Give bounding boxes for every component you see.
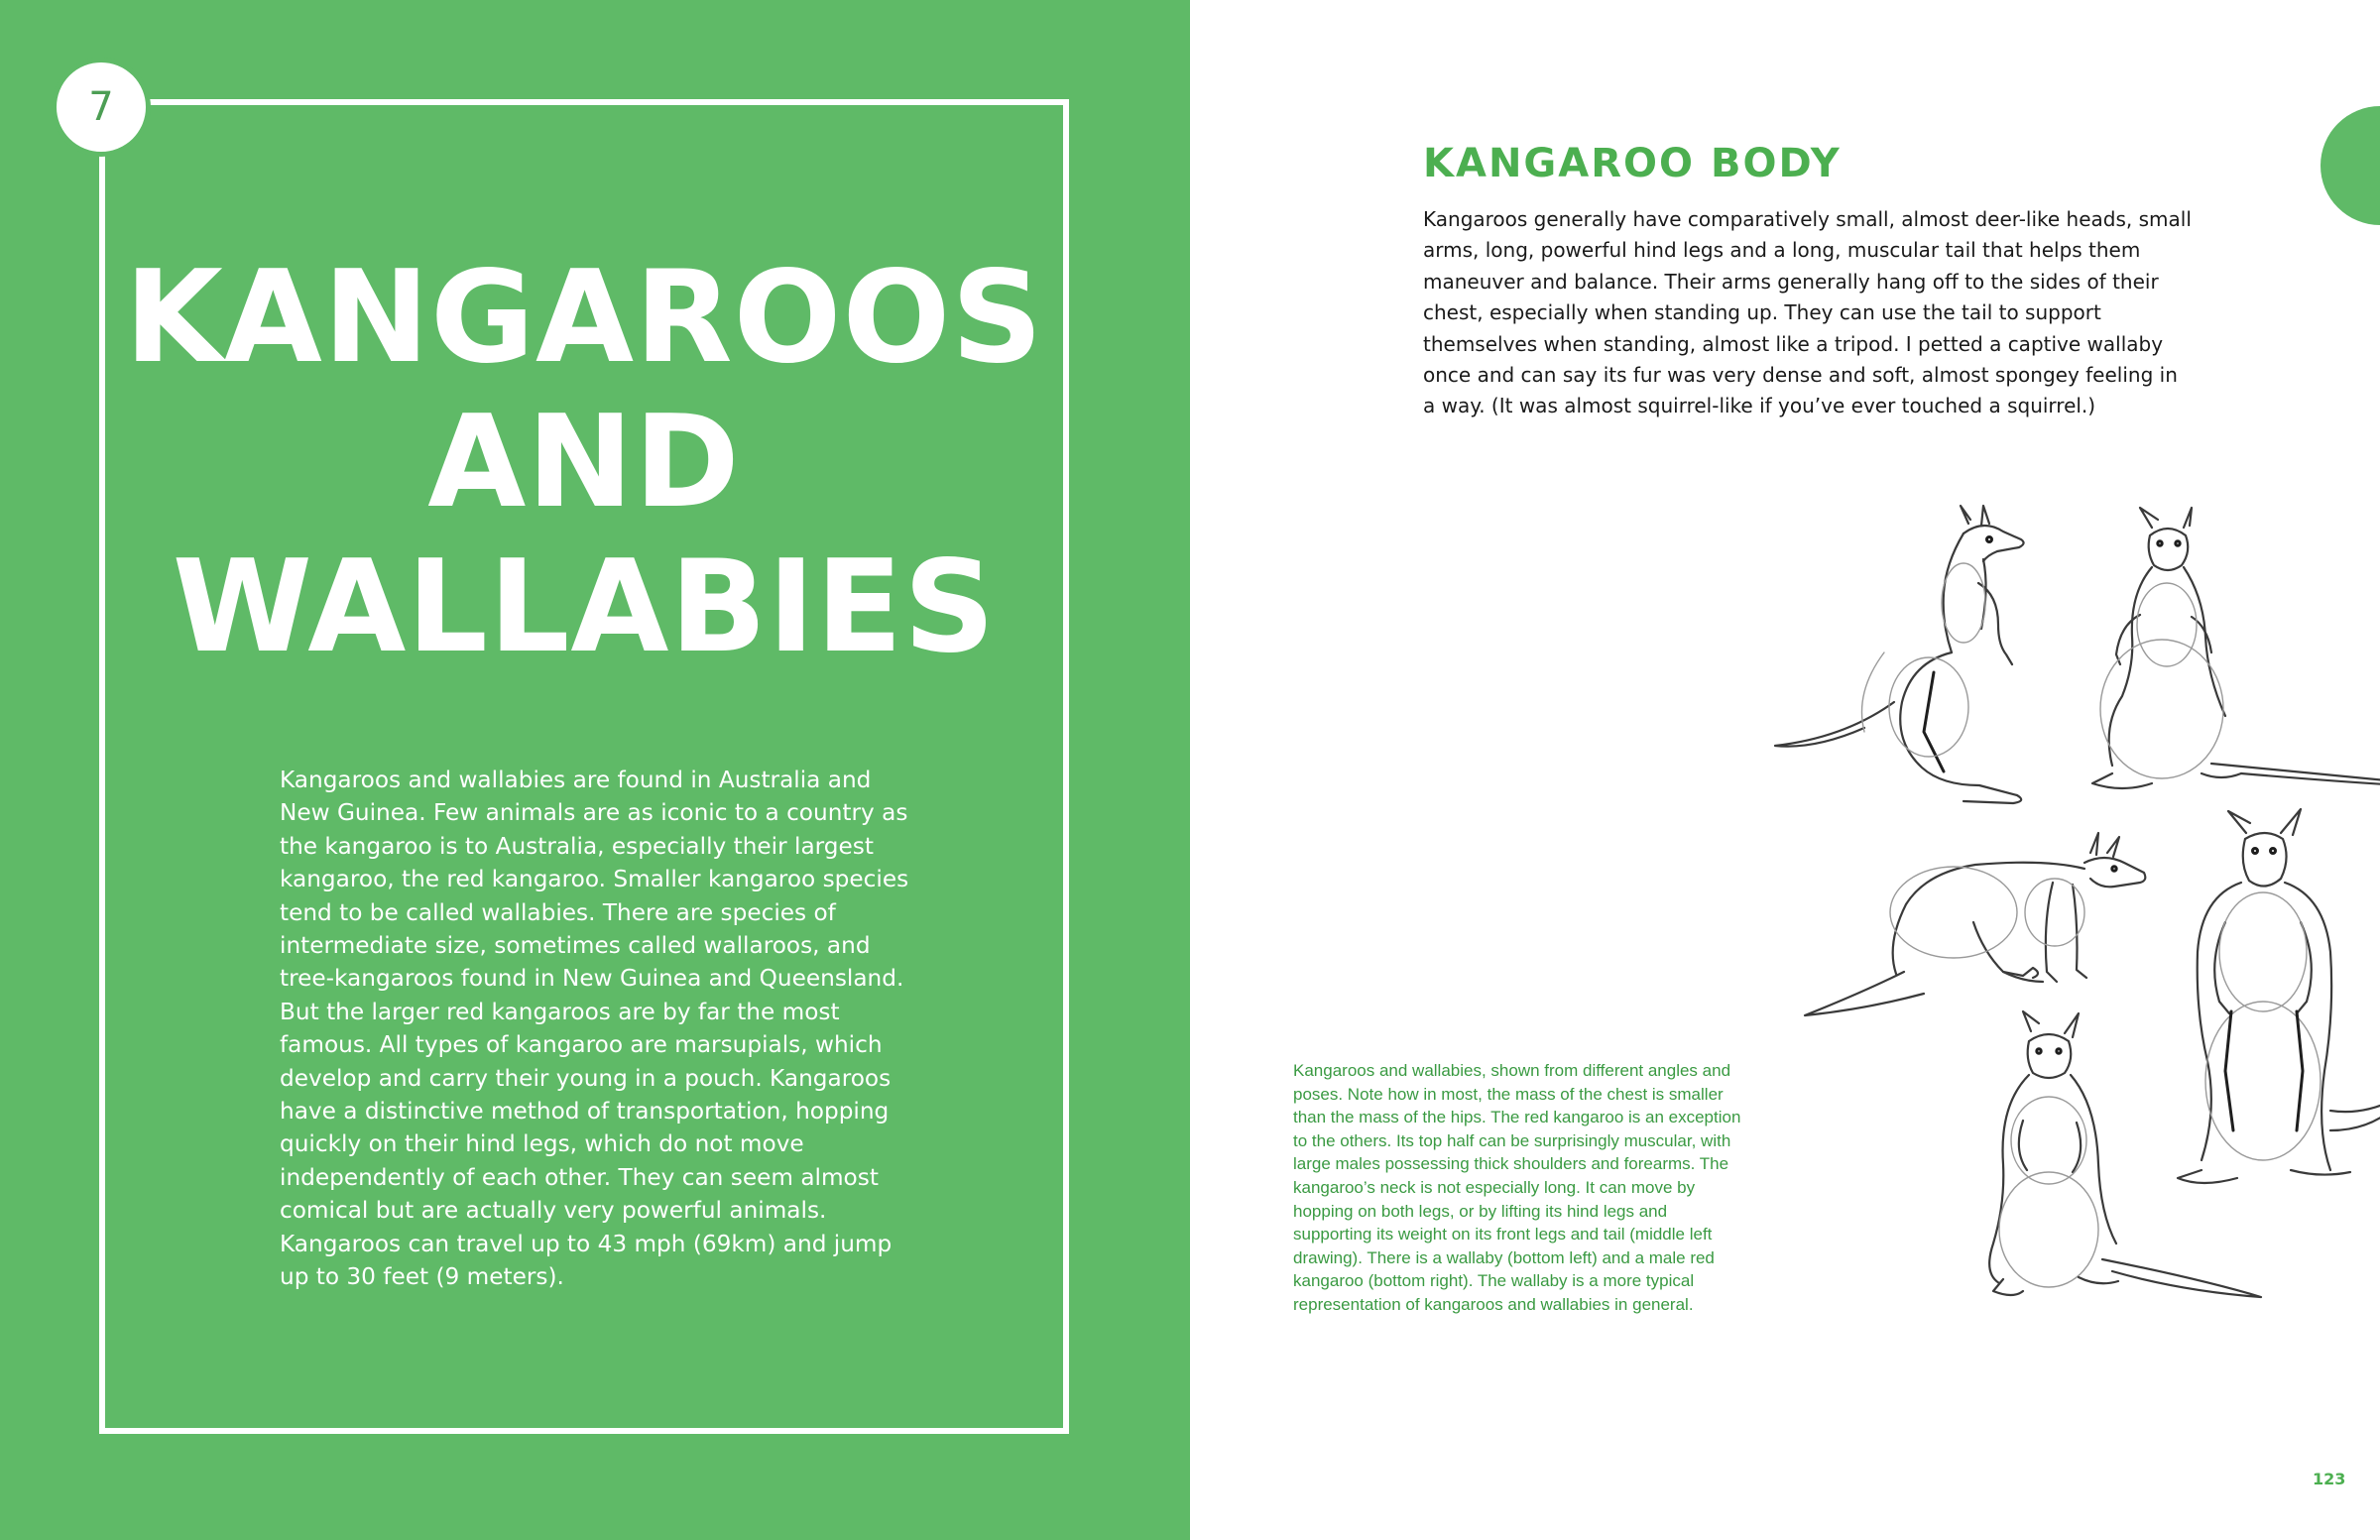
body-paragraph: Kangaroos generally have comparatively small, almost deer-like heads, small arms, long, powerful hind legs and a long, muscular tail that helps them maneuver and balance. Their arms generally hang off to the sides of their chest, especially when standing up. They can use the tail to support themselves when standing, almost like a tripod. I petted a captive wallaby once and can say its fur was very dense and soft, almost spongey feeling in a way. (It was almost squirrel-like if you’ve ever touched a squirrel.) [1423,207,2192,418]
title-line-2: AND [427,389,741,536]
title-line-3: WALLABIES [172,533,997,681]
chapter-tab-marker [2320,106,2380,225]
kangaroo-side-standing-sketch [1775,506,2024,803]
title-line-1: KANGAROOS [124,244,1044,392]
intro-paragraph: Kangaroos and wallabies are found in Australia and New Guinea. Few animals are as iconic to a country as the kangaroo is to Australia, especially their largest kangaroo, the red kangaroo. Smaller kangaroo species tend to be called wallabies. There are species of intermediate size, sometimes called wallaroos, and tree-kangaroos found in New Guinea and Queensland. But the larger red kangaroos are by far the most famous. All types of kangaroo are marsupials, which develop and carry their young in a pouch. Kangaroos have a distinctive method of transportation, hopping quickly on their hind legs, which do not move independently of each other. They can seem almost comical but are actually very powerful animals. Kangaroos can travel up to 43 mph (69km) and jump up to 30 feet (9 meters). [280,767,909,1291]
section-heading: KANGAROO BODY [1423,141,1842,186]
chapter-title [99,246,1069,680]
kangaroo-crawling-sketch [1805,833,2145,1015]
chapter-number-badge: 7 [52,58,151,157]
kangaroo-three-quarter-sitting-sketch [2092,508,2380,789]
right-page [1190,0,2380,1540]
red-kangaroo-front-sketch [2178,809,2380,1183]
illustration-caption: Kangaroos and wallabies, shown from different angles and poses. Note how in most, the mass of the chest is smaller than the mass of the hips. The red kangaroo is an exception to the others. Its top half can be surprisingly muscular, with large males possessing thick shoulders and forearms. The kangaroo’s neck is not especially long. It can move by hopping on both legs, or by lifting its hind legs and supporting its weight on its front legs and tail (middle left drawing). There is a wallaby (bottom left) and a male red kangaroo (bottom right). The wallaby is a more typical representation of kangaroos and wallabies in general. [1293,1061,1741,1314]
wallaby-sketch [1989,1011,2261,1297]
page-number: 123 [2313,1470,2346,1488]
